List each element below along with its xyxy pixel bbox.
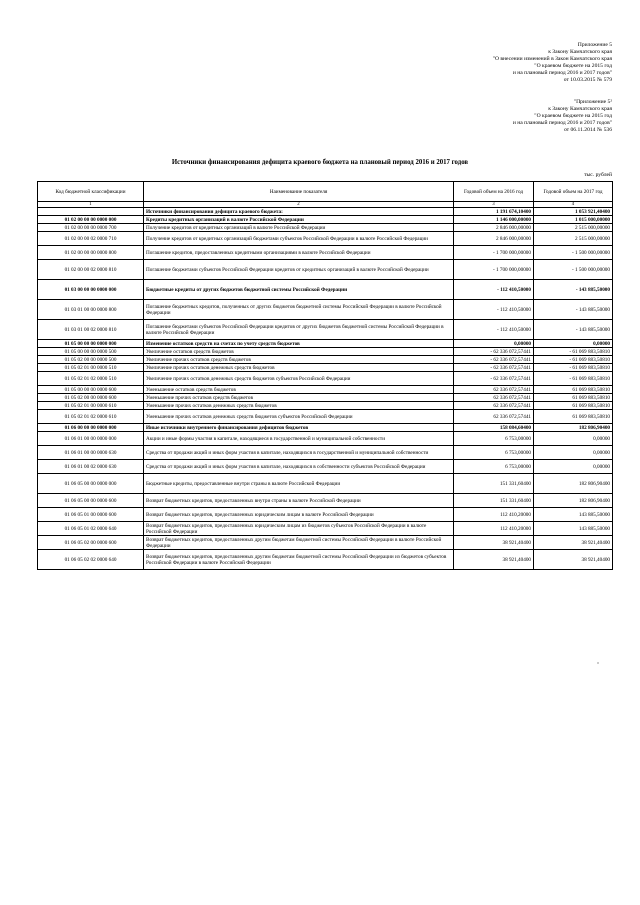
row-code: 01 06 05 01 00 0000 600 <box>38 508 144 522</box>
row-value-2016: 62 336 072,57441 <box>454 410 534 424</box>
table-row <box>38 460 613 474</box>
header-line: "О краевом бюджете на 2015 год <box>534 63 612 69</box>
row-name: Погашение бюджетами субъектов Российской Федерации кредитов от других бюджетов бюджетной системы Российской Федерации в валюте Российской Федерации <box>144 320 454 340</box>
row-name: Источники финансирования дефицита краевого бюджета: <box>144 208 454 216</box>
row-code: 01 05 02 00 00 0000 600 <box>38 394 144 402</box>
row-name: Получение кредитов от кредитных организаций в валюте Российской Федерации <box>144 224 454 232</box>
row-value-2017: 182 806,90400 <box>534 474 613 494</box>
row-value-2017: 143 885,50000 <box>534 522 613 536</box>
end-quote-mark: " <box>597 663 600 668</box>
row-value-2017: - 1 500 000,00000 <box>534 246 613 260</box>
row-name: Уменьшение прочих остатков средств бюджетов <box>144 394 454 402</box>
header-line: от 10.03.2015 № 579 <box>563 77 612 83</box>
table-row <box>38 402 613 410</box>
row-code: 01 06 05 00 00 0000 600 <box>38 494 144 508</box>
header-line: "О внесении изменений в Закон Камчатского края <box>492 56 612 62</box>
row-value-2017: 0,00000 <box>534 432 613 446</box>
table-row <box>38 216 613 224</box>
row-code: 01 05 02 01 00 0000 510 <box>38 364 144 372</box>
row-code: 01 06 01 00 00 0000 000 <box>38 432 144 446</box>
header-line: от 06.11.2014 № 536 <box>563 127 612 133</box>
row-code: 01 06 00 00 00 0000 000 <box>38 424 144 432</box>
table-row <box>38 432 613 446</box>
row-value-2017: 61 069 883,50810 <box>534 394 613 402</box>
financing-sources-table <box>37 181 613 570</box>
row-code: 01 06 05 02 00 0000 600 <box>38 536 144 550</box>
header-line: к Закону Камчатского края <box>548 49 612 55</box>
row-value-2016: - 112 410,50000 <box>454 320 534 340</box>
header-line: к Закону Камчатского края <box>548 106 612 112</box>
row-value-2017: - 61 069 883,50810 <box>534 356 613 364</box>
table-row <box>38 446 613 460</box>
row-name: Средства от продажи акций и иных форм участия в капитале, находящихся в государственной и муниципальной собственности <box>144 446 454 460</box>
row-value-2016: - 112 410,50000 <box>454 280 534 300</box>
table-row <box>38 280 613 300</box>
row-code: 01 05 02 01 00 0000 610 <box>38 402 144 410</box>
row-value-2017: 0,00000 <box>534 340 613 348</box>
row-value-2016: - 1 700 000,00000 <box>454 260 534 280</box>
row-value-2017: 1 015 000,00000 <box>534 216 613 224</box>
row-code: 01 02 00 00 02 0000 710 <box>38 232 144 246</box>
table-row <box>38 224 613 232</box>
row-name: Возврат бюджетных кредитов, предоставленных другим бюджетам бюджетной системы Российской Федерации из бюджетов субъектов Российской Федерации в валюте Российской Федерации <box>144 550 454 570</box>
row-name: Увеличение прочих остатков средств бюджетов <box>144 356 454 364</box>
row-value-2017: 0,00000 <box>534 446 613 460</box>
row-code: 01 06 05 01 02 0000 640 <box>38 522 144 536</box>
row-name: Возврат бюджетных кредитов, предоставленных юридическим лицам в валюте Российской Федерации <box>144 508 454 522</box>
row-value-2017: - 143 885,50000 <box>534 320 613 340</box>
row-value-2016: 2 846 000,00000 <box>454 232 534 246</box>
row-value-2017: 2 515 000,00000 <box>534 224 613 232</box>
table-row <box>38 364 613 372</box>
row-value-2016: 2 846 000,00000 <box>454 224 534 232</box>
column-number: 4 <box>534 202 613 208</box>
row-name: Возврат бюджетных кредитов, предоставленных внутри страны в валюте Российской Федерации <box>144 494 454 508</box>
row-value-2016: - 62 336 072,57441 <box>454 364 534 372</box>
row-value-2016: - 112 410,50000 <box>454 300 534 320</box>
table-row <box>38 340 613 348</box>
row-code: 01 02 00 00 00 0000 700 <box>38 224 144 232</box>
row-value-2017: 1 053 921,40400 <box>534 208 613 216</box>
table-row <box>38 300 613 320</box>
row-value-2016: 1 146 000,00000 <box>454 216 534 224</box>
row-name: Возврат бюджетных кредитов, предоставленных юридическим лицам из бюджетов субъектов Российской Федерации в валюте Российской Федерации <box>144 522 454 536</box>
unit-label: тыс. рублей <box>584 172 612 178</box>
column-header-code: Код бюджетной классификации <box>38 182 144 202</box>
column-header-2016: Годовой объем на 2016 год <box>454 182 534 202</box>
row-name: Увеличение остатков средств бюджетов <box>144 348 454 356</box>
header-line: Приложение 5 <box>577 42 612 48</box>
table-row <box>38 260 613 280</box>
table-row <box>38 320 613 340</box>
table-row <box>38 208 613 216</box>
row-name: Иные источники внутреннего финансирования дефицитов бюджетов <box>144 424 454 432</box>
row-code: 01 05 02 01 02 0000 510 <box>38 372 144 386</box>
header-line: и на плановый период 2016 и 2017 годов" <box>512 120 612 126</box>
row-value-2016: - 62 336 072,57441 <box>454 356 534 364</box>
row-value-2017: - 61 069 883,50810 <box>534 364 613 372</box>
row-name: Кредиты кредитных организаций в валюте Российской Федерации <box>144 216 454 224</box>
row-name: Возврат бюджетных кредитов, предоставленных другим бюджетам бюджетной системы Российской Федерации в валюте Российской Федерации <box>144 536 454 550</box>
row-value-2016: - 62 336 072,57441 <box>454 348 534 356</box>
row-code: 01 06 05 00 00 0000 000 <box>38 474 144 494</box>
row-code: 01 02 00 00 02 0000 810 <box>38 260 144 280</box>
row-value-2017: 182 806,90400 <box>534 424 613 432</box>
row-value-2017: 182 806,90400 <box>534 494 613 508</box>
row-value-2017: - 1 500 000,00000 <box>534 260 613 280</box>
row-code: 01 05 00 00 00 0000 600 <box>38 386 144 394</box>
row-code: 01 05 00 00 00 0000 500 <box>38 348 144 356</box>
row-code: 01 02 00 00 00 0000 800 <box>38 246 144 260</box>
table-row <box>38 474 613 494</box>
row-code: 01 03 01 00 00 0000 800 <box>38 300 144 320</box>
row-name: Погашение бюджетами субъектов Российской Федерации кредитов от кредитных организаций в валюте Российской Федерации <box>144 260 454 280</box>
row-value-2016: 62 336 072,57441 <box>454 402 534 410</box>
row-name: Бюджетные кредиты от других бюджетов бюджетной системы Российской Федерации <box>144 280 454 300</box>
row-value-2017: 0,00000 <box>534 460 613 474</box>
row-code <box>38 208 144 216</box>
row-value-2016: 38 921,40400 <box>454 536 534 550</box>
row-code: 01 05 00 00 00 0000 000 <box>38 340 144 348</box>
row-name: Средства от продажи акций и иных форм участия в капитале, находящихся в собственности субъектов Российской Федерации <box>144 460 454 474</box>
row-value-2016: 1 191 674,10400 <box>454 208 534 216</box>
row-value-2016: 112 410,20000 <box>454 508 534 522</box>
table-row <box>38 356 613 364</box>
row-value-2016: - 62 336 072,57441 <box>454 372 534 386</box>
row-name: Изменение остатков средств на счетах по учету средств бюджетов <box>144 340 454 348</box>
row-name: Уменьшение прочих остатков денежных средств бюджетов субъектов Российской Федерации <box>144 410 454 424</box>
row-name: Увеличение прочих остатков денежных средств бюджетов субъектов Российской Федерации <box>144 372 454 386</box>
header-line: и на плановый период 2016 и 2017 годов" <box>512 70 612 76</box>
row-value-2017: 2 515 000,00000 <box>534 232 613 246</box>
header-line: "О краевом бюджете на 2015 год <box>534 113 612 119</box>
appendix-header-current <box>493 42 612 84</box>
row-code: 01 02 00 00 00 0000 000 <box>38 216 144 224</box>
document-title: Источники финансирования дефицита краевого бюджета на плановый период 2016 и 2017 годов <box>171 159 469 166</box>
table-row <box>38 372 613 386</box>
column-number: 2 <box>144 202 454 208</box>
table-row <box>38 232 613 246</box>
table-row <box>38 424 613 432</box>
row-value-2016: 112 410,20000 <box>454 522 534 536</box>
table-row <box>38 386 613 394</box>
row-value-2016: - 1 700 000,00000 <box>454 246 534 260</box>
row-value-2016: 6 753,00000 <box>454 446 534 460</box>
row-value-2017: 143 885,50000 <box>534 508 613 522</box>
column-number: 3 <box>454 202 534 208</box>
appendix-header-original <box>513 99 612 134</box>
row-name: Погашение кредитов, предоставленных кредитными организациями в валюте Российской Федерации <box>144 246 454 260</box>
row-value-2016: 6 753,00000 <box>454 460 534 474</box>
row-value-2016: 62 336 072,57441 <box>454 394 534 402</box>
table-row <box>38 410 613 424</box>
row-value-2016: 6 753,00000 <box>454 432 534 446</box>
row-value-2017: - 143 885,50000 <box>534 280 613 300</box>
row-name: Погашение бюджетных кредитов, полученных от других бюджетов бюджетной системы Российской Федерации в валюте Российской Федерации <box>144 300 454 320</box>
row-value-2017: 61 069 883,50810 <box>534 386 613 394</box>
row-value-2017: 61 069 883,50810 <box>534 410 613 424</box>
table-row <box>38 246 613 260</box>
row-code: 01 03 01 00 02 0000 810 <box>38 320 144 340</box>
row-value-2016: 62 336 072,57441 <box>454 386 534 394</box>
row-value-2016: 38 921,40400 <box>454 550 534 570</box>
row-name: Уменьшение прочих остатков денежных средств бюджетов <box>144 402 454 410</box>
row-code: 01 06 01 00 02 0000 630 <box>38 460 144 474</box>
column-header-2017: Годовой объем на 2017 год <box>534 182 613 202</box>
row-name: Получение кредитов от кредитных организаций бюджетами субъектов Российской Федерации в валюте Российской Федерации <box>144 232 454 246</box>
row-name: Акции и иные формы участия в капитале, находящиеся в государственной и муниципальной собственности <box>144 432 454 446</box>
row-value-2016: 151 331,60400 <box>454 494 534 508</box>
row-value-2016: 151 331,60400 <box>454 474 534 494</box>
row-code: 01 05 02 01 02 0000 610 <box>38 410 144 424</box>
table-row <box>38 348 613 356</box>
row-code: 01 06 01 00 00 0000 630 <box>38 446 144 460</box>
row-value-2016: 0,00000 <box>454 340 534 348</box>
row-code: 01 03 00 00 00 0000 000 <box>38 280 144 300</box>
row-value-2016: 158 084,60400 <box>454 424 534 432</box>
table-row <box>38 508 613 522</box>
column-header-name: Наименование показателя <box>144 182 454 202</box>
row-name: Бюджетные кредиты, предоставленные внутри страны в валюте Российской Федерации <box>144 474 454 494</box>
table-row <box>38 536 613 550</box>
row-name: Уменьшение остатков средств бюджетов <box>144 386 454 394</box>
row-value-2017: - 143 885,50000 <box>534 300 613 320</box>
row-code: 01 05 02 00 00 0000 500 <box>38 356 144 364</box>
row-value-2017: - 61 069 883,50810 <box>534 372 613 386</box>
row-value-2017: 61 069 883,50810 <box>534 402 613 410</box>
table-row <box>38 550 613 570</box>
row-name: Увеличение прочих остатков денежных средств бюджетов <box>144 364 454 372</box>
table-row <box>38 494 613 508</box>
row-code: 01 06 05 02 02 0000 640 <box>38 550 144 570</box>
header-line: "Приложение 5² <box>573 99 612 105</box>
table-row <box>38 522 613 536</box>
column-number: 1 <box>38 202 144 208</box>
table-body <box>38 208 613 570</box>
row-value-2017: - 61 069 883,50810 <box>534 348 613 356</box>
row-value-2017: 38 921,40400 <box>534 536 613 550</box>
row-value-2017: 38 921,40400 <box>534 550 613 570</box>
table-row <box>38 394 613 402</box>
